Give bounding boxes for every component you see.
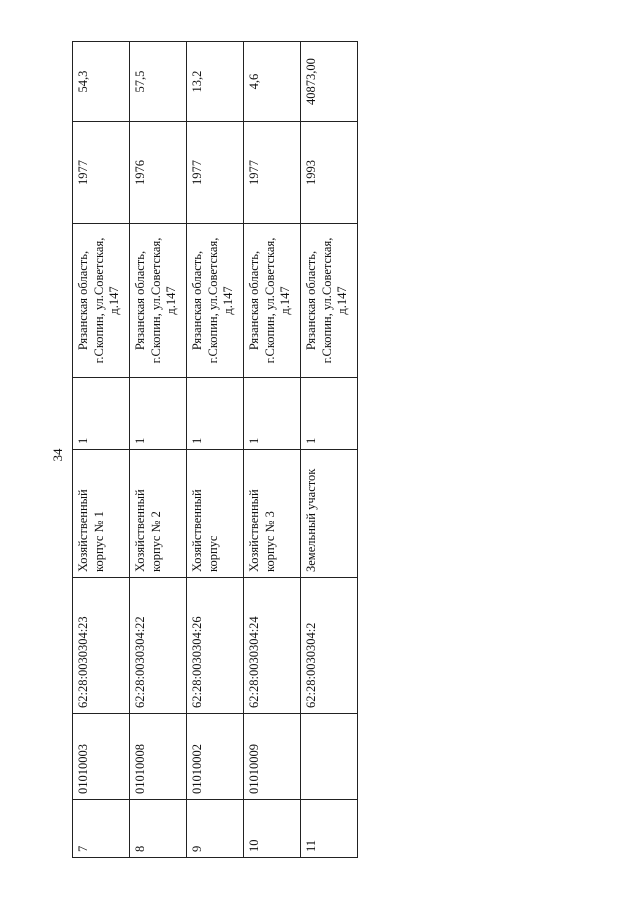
cadastral-number: 62:28:0030304:22 — [130, 578, 187, 714]
object-name: Земельный участок — [301, 450, 358, 578]
address: Рязанская область, г.Скопин, ул.Советская, д.147 — [73, 224, 130, 378]
cadastral-number: 62:28:0030304:26 — [187, 578, 244, 714]
inventory-number: 01010008 — [130, 714, 187, 800]
quantity: 1 — [187, 378, 244, 450]
property-table-container — [72, 42, 358, 858]
address: Рязанская область, г.Скопин, ул.Советская, д.147 — [187, 224, 244, 378]
object-name: Хозяйственный корпус № 3 — [244, 450, 301, 578]
object-name: Хозяйственный корпус № 1 — [73, 450, 130, 578]
year: 1977 — [73, 122, 130, 224]
object-name: Хозяйственный корпус — [187, 450, 244, 578]
area: 54,3 — [73, 42, 130, 122]
table-row — [244, 42, 301, 858]
area: 40873,00 — [301, 42, 358, 122]
rotated-table-frame — [72, 42, 358, 858]
table-row — [187, 42, 244, 858]
property-table — [72, 41, 358, 858]
inventory-number: 01010002 — [187, 714, 244, 800]
row-number: 11 — [301, 800, 358, 858]
area: 4,6 — [244, 42, 301, 122]
area: 13,2 — [187, 42, 244, 122]
table-row — [73, 42, 130, 858]
inventory-number — [301, 714, 358, 800]
object-name: Хозяйственный корпус № 2 — [130, 450, 187, 578]
year: 1993 — [301, 122, 358, 224]
address: Рязанская область, г.Скопин, ул.Советская, д.147 — [301, 224, 358, 378]
row-number: 7 — [73, 800, 130, 858]
row-number: 8 — [130, 800, 187, 858]
table-row — [130, 42, 187, 858]
quantity: 1 — [130, 378, 187, 450]
inventory-number: 01010009 — [244, 714, 301, 800]
quantity: 1 — [73, 378, 130, 450]
year: 1976 — [130, 122, 187, 224]
cadastral-number: 62:28:0030304:2 — [301, 578, 358, 714]
row-number: 9 — [187, 800, 244, 858]
area: 57,5 — [130, 42, 187, 122]
inventory-number: 01010003 — [73, 714, 130, 800]
year: 1977 — [244, 122, 301, 224]
address: Рязанская область, г.Скопин, ул.Советская, д.147 — [244, 224, 301, 378]
quantity: 1 — [244, 378, 301, 450]
cadastral-number: 62:28:0030304:23 — [73, 578, 130, 714]
table-row — [301, 42, 358, 858]
row-number: 10 — [244, 800, 301, 858]
page-number: 34 — [50, 448, 65, 462]
address: Рязанская область, г.Скопин, ул.Советская, д.147 — [130, 224, 187, 378]
cadastral-number: 62:28:0030304:24 — [244, 578, 301, 714]
year: 1977 — [187, 122, 244, 224]
quantity: 1 — [301, 378, 358, 450]
